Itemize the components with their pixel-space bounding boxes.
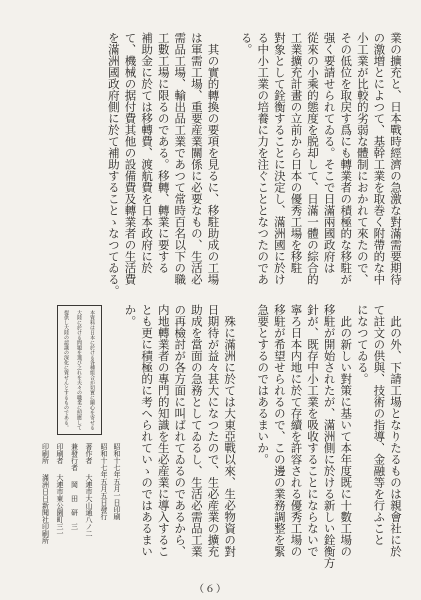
text-column: 此の新しい對策に基いて本年度既に十數工場の: [339, 304, 354, 557]
notice-box: [57, 305, 102, 435]
text-column: 工業擴充計畫の立前から日本の優秀工場を移駐: [289, 32, 304, 274]
credit-value: 大連市大山通八ノ二: [85, 474, 93, 537]
text-column: 移駐が希望せられるので、この邊の業務調整を緊: [272, 304, 287, 557]
text-column: 小工業が比較的劣弱な體制におかれて來たので、: [355, 32, 370, 285]
print-date: 昭和十七年五月一日印刷: [113, 443, 121, 520]
text-column: その低位を取戻す爲にも轉業者の積極的な移駐が: [339, 32, 354, 285]
page-number: （６）: [194, 584, 227, 595]
text-column: 需品工場、輸出品工業であつて常時百名以下の職: [173, 32, 188, 285]
text-column: の再檢討が各方面に叫ばれてゐるのであるから、: [173, 304, 188, 557]
text-column: 其の實的轉換の要項を見るに、移駐助成の工場: [206, 32, 221, 285]
credit-value: 岡 田 研 三: [70, 481, 79, 530]
upper-text-tier: [105, 32, 404, 300]
credit-label: 印刷者: [56, 443, 64, 464]
text-column: 助成を當面の急務としてゐるし、生活必需品工業: [189, 304, 204, 557]
imprint-dates: [97, 443, 123, 553]
text-column: 急要とするのではあるまいか。: [256, 304, 271, 465]
credit-label: 兼發行者: [70, 443, 79, 471]
credit-value: 滿洲日日新聞社印刷所: [41, 474, 50, 544]
text-column: 日期待が益々甚大になつたので、生必産業の擴充: [206, 304, 221, 557]
notice-text-column: 提供し大陸の認識の深化に資せんとするものである。: [63, 310, 69, 430]
lower-text-tier: [122, 304, 404, 572]
text-column: て註文の供與、技術の指導、金融等を行ふこと: [372, 304, 387, 546]
text-column: 寧ろ日本内地に於て存續を許容される優秀工場の: [289, 304, 304, 557]
text-column: 從來の小乘的態度を脱却して、日滿一體の綜合的: [306, 32, 321, 285]
notice-text-column: 本資料は日本に於ける各種組合が切實に關心を寄せる: [89, 310, 95, 430]
credit-printer: [53, 443, 68, 560]
text-column: て、機械の据付費其他の設備費及轉業者の生活費: [123, 32, 138, 285]
text-column: 補助金に於ては移轉費、渡航費を日本政府に於: [140, 32, 155, 274]
credit-author: [82, 443, 97, 560]
text-column: る。: [239, 32, 254, 55]
text-column: る中小工業の培養に力を注ぐこととなつたのであ: [256, 32, 271, 285]
text-column: 對象として銓衡することに決定し、滿洲國に於け: [272, 32, 287, 285]
credit-publisher: [67, 443, 82, 560]
text-column: になつてゐる。: [355, 304, 370, 385]
text-column: 此の外、下請工場となりたるものは親會社に於: [389, 304, 403, 557]
text-column: 强く要請せられてゐる。そこで日滿兩國政府は: [322, 32, 337, 274]
credit-value: 大連市東公園町三一: [56, 474, 64, 537]
text-column: 移駐が開始されたが、滿洲側に於ける新しい銓衡方: [322, 304, 337, 569]
text-column: 業の擴充と、日本戰時經濟の急激な對滿需要期待: [389, 32, 403, 285]
text-column: か。: [123, 304, 138, 327]
text-column: 針が、既存中小工業を吸收することにならないで: [306, 304, 321, 557]
column-gap: [221, 32, 238, 300]
text-column: を滿洲國政府側に於て補助することゝなつてゐる。: [106, 32, 121, 297]
issue-date: 昭和十七年五月五日發行: [100, 443, 108, 520]
text-column: とも更に積極的に考へられていゝのではあるまい: [140, 304, 155, 557]
text-column: 工數工場に限るのである。移轉、轉業に要する: [156, 32, 171, 274]
text-column: の激増とによつて、基幹工業を取巻く附帶的な中: [372, 32, 387, 285]
text-column: 内地轉業者の專門的知識を生必産業に導入するこ: [156, 304, 171, 557]
notice-text-column: 大陸に於ける問題を選び之れを夫々の職業に照應して: [76, 310, 82, 430]
text-column: は軍需工場、重要産業關係に必要なもの、生活必: [189, 32, 204, 285]
imprint-credits: [38, 443, 96, 560]
text-column: 殊に滿洲に於ては大東亞戰以來、生必物資の對: [223, 304, 238, 557]
credit-label: 著作者: [85, 443, 93, 464]
credit-label: 印刷所: [41, 443, 50, 464]
column-gap: [238, 304, 255, 572]
credit-print-shop: [38, 443, 53, 560]
